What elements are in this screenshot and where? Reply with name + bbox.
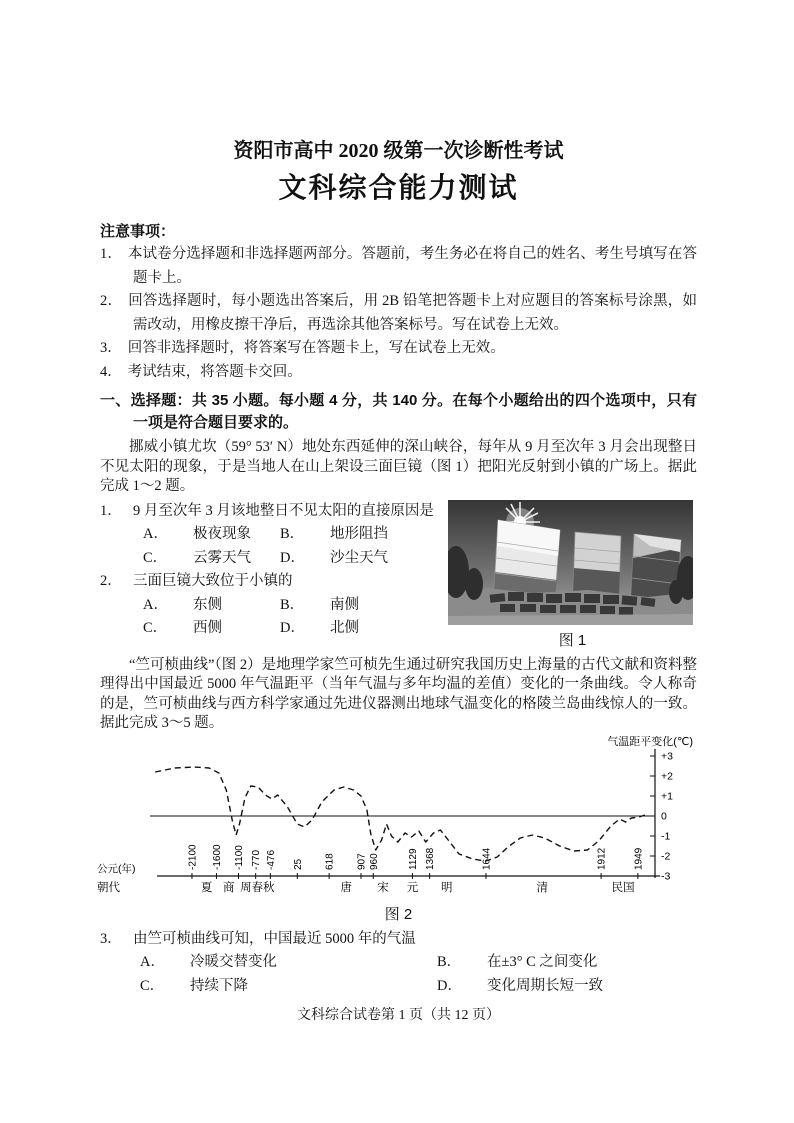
y-tick-label: -3 bbox=[661, 870, 671, 882]
option-label: D． bbox=[280, 549, 305, 566]
option-label: B． bbox=[437, 954, 462, 970]
question-text: 由竺可桢曲线可知，中国最近 5000 年的气温 bbox=[133, 930, 416, 947]
notice-item bbox=[100, 243, 697, 290]
option-item bbox=[280, 594, 442, 618]
y-tick-label: 0 bbox=[661, 810, 667, 822]
mirror-center bbox=[573, 532, 621, 597]
option-text: 持续下降 bbox=[190, 977, 248, 994]
notice-number: 3． bbox=[100, 340, 122, 356]
option-label: A． bbox=[143, 526, 168, 542]
dynasty-label: 元 bbox=[406, 881, 419, 894]
option-item bbox=[143, 617, 280, 641]
option-text: 地形阻挡 bbox=[330, 526, 388, 542]
option-item bbox=[437, 975, 697, 999]
figure-1-photo bbox=[448, 500, 693, 625]
dynasty-label: 商 bbox=[222, 881, 235, 894]
dynasty-label: 春秋 bbox=[251, 881, 275, 894]
notice-text: 本试卷分选择题和非选择题两部分。答题前，考生务必在将自己的姓名、考生号填写在答题卡上。 bbox=[127, 246, 697, 286]
dynasty-label: 民国 bbox=[611, 881, 635, 894]
question-stem bbox=[100, 928, 697, 952]
option-text: 南侧 bbox=[330, 596, 359, 613]
temperature-anomaly-curve bbox=[155, 767, 647, 861]
dynasty-row-label: 朝代 bbox=[97, 881, 120, 894]
option-text: 云雾天气 bbox=[193, 549, 251, 566]
year-tick-label: 907 bbox=[356, 852, 368, 870]
passage-2: “竺可桢曲线”（图 2）是地理学家竺可桢先生通过研究我国历史上海量的古代文献和资料整理得出中国最近 5000 年气温距平（当年气温与多年均温的差值）变化的一条曲线。令人称奇的是，竺可桢曲线与西方科学家通过先进仪器测出地球气温变化的格陵兰岛曲线惊人的一致。据此完成 3～5 题。 bbox=[100, 656, 697, 731]
dynasty-label: 夏 bbox=[200, 881, 213, 894]
notice-number: 1． bbox=[100, 246, 122, 262]
question-1-options bbox=[100, 523, 442, 570]
y-tick-label: +1 bbox=[661, 790, 673, 802]
year-tick-label: 618 bbox=[324, 852, 336, 870]
option-text: 东侧 bbox=[193, 596, 222, 613]
y-tick-label: -2 bbox=[661, 850, 671, 862]
notice-item bbox=[100, 290, 697, 337]
x-axis-label: 公元(年) bbox=[97, 862, 136, 875]
option-text: 变化周期长短一致 bbox=[487, 977, 603, 994]
y-axis-label: 气温距平变化(℃) bbox=[607, 735, 693, 748]
option-item bbox=[140, 951, 437, 975]
year-tick-label: -2100 bbox=[187, 843, 199, 870]
dynasty-label: 明 bbox=[441, 881, 453, 894]
option-text: 北侧 bbox=[330, 620, 359, 636]
notice-number: 2． bbox=[100, 293, 123, 309]
question-number: 1． bbox=[100, 502, 122, 519]
option-text: 西侧 bbox=[193, 620, 222, 636]
option-item bbox=[280, 523, 442, 547]
option-label: D． bbox=[437, 977, 462, 994]
year-tick-label: -1100 bbox=[234, 844, 245, 870]
passage-1: 挪威小镇尤坎（59° 53′ N）地处东西延伸的深山峡谷，每年从 9 月至次年 3 月会出现整日不见太阳的现象，于是当地人在山上架设三面巨镜（图 1）把阳光反射到小镇的广场上。据此完成 1～2 题。 bbox=[100, 439, 697, 494]
year-tick-label: 1949 bbox=[633, 847, 645, 870]
figure-2-chart bbox=[95, 736, 697, 909]
year-tick-label: 1129 bbox=[407, 847, 419, 870]
question-text: 三面巨镜大致位于小镇的 bbox=[133, 573, 293, 589]
year-tick-label: -770 bbox=[251, 849, 263, 870]
question-stem bbox=[100, 500, 442, 524]
page-footer: 文科综合试卷第 1 页（共 12 页） bbox=[297, 1008, 500, 1023]
y-tick-label: +2 bbox=[661, 770, 673, 782]
notice-text: 回答非选择题时，将答案写在答题卡上，写在试卷上无效。 bbox=[127, 340, 505, 356]
question-3-options bbox=[100, 951, 697, 998]
year-tick-label: 25 bbox=[292, 858, 304, 870]
year-tick-label: 1912 bbox=[596, 847, 608, 870]
option-text: 冷暖交替变化 bbox=[190, 954, 277, 970]
option-text: 沙尘天气 bbox=[330, 549, 388, 566]
option-item bbox=[143, 547, 280, 571]
option-item bbox=[140, 975, 437, 999]
notice-number: 4． bbox=[100, 363, 122, 380]
year-tick-label: -1600 bbox=[211, 843, 223, 870]
option-label: A． bbox=[143, 596, 168, 613]
mirror-left bbox=[494, 520, 560, 598]
page-title: 资阳市高中 2020 级第一次诊断性考试 bbox=[233, 140, 564, 162]
dynasty-label: 唐 bbox=[340, 881, 353, 894]
question-text: 9 月至次年 3 月该地整日不见太阳的直接原因是 bbox=[133, 502, 434, 519]
questions-1-2-row bbox=[100, 500, 697, 651]
option-label: D． bbox=[280, 620, 305, 636]
notice-text: 回答选择题时，每小题选出答案后，用 2B 铅笔把答题卡上对应题目的答案标号涂黑，如需改动，用橡皮擦干净后，再选涂其他答案标号。写在试卷上无效。 bbox=[128, 293, 698, 333]
section-1-heading: 一、选择题：共 35 小题。每小题 4 分，共 140 分。在每个小题给出的四个选项中，只有一项是符合题目要求的。 bbox=[100, 392, 697, 431]
notice-heading: 注意事项： bbox=[100, 223, 176, 240]
option-label: B． bbox=[280, 596, 305, 613]
question-number: 2． bbox=[100, 573, 122, 589]
y-tick-label: -1 bbox=[661, 830, 671, 842]
option-label: A． bbox=[140, 954, 165, 970]
option-item bbox=[280, 617, 442, 641]
page-subtitle: 文科综合能力测试 bbox=[278, 172, 519, 203]
y-tick-label: +3 bbox=[661, 750, 673, 762]
question-2 bbox=[100, 570, 442, 641]
option-text: 在±3° C 之间变化 bbox=[487, 954, 598, 970]
question-stem bbox=[100, 570, 442, 594]
option-item bbox=[280, 547, 442, 571]
option-item bbox=[143, 594, 280, 618]
year-tick-label: 1644 bbox=[481, 847, 493, 870]
option-label: C． bbox=[143, 620, 168, 636]
notice-item bbox=[100, 337, 697, 361]
option-item bbox=[143, 523, 280, 547]
year-tick-label: -476 bbox=[265, 849, 277, 870]
question-2-options bbox=[100, 594, 442, 641]
notice-item bbox=[100, 361, 697, 385]
figure-1-column bbox=[442, 500, 697, 651]
option-label: C． bbox=[143, 549, 168, 566]
year-tick-label: 1368 bbox=[425, 847, 437, 870]
option-label: B． bbox=[280, 526, 305, 542]
option-label: C． bbox=[140, 977, 165, 994]
dynasty-label: 清 bbox=[536, 881, 549, 894]
figure-2-caption: 图 2 bbox=[384, 905, 413, 923]
option-text: 极夜现象 bbox=[193, 526, 251, 542]
questions-1-2-column bbox=[100, 500, 442, 651]
page-content bbox=[97, 138, 698, 1026]
question-1 bbox=[100, 500, 442, 571]
option-item bbox=[437, 951, 697, 975]
dynasty-label: 周 bbox=[240, 881, 252, 894]
question-3 bbox=[100, 928, 697, 999]
dynasty-label: 宋 bbox=[377, 881, 389, 894]
question-number: 3． bbox=[100, 930, 122, 947]
year-tick-label: 960 bbox=[368, 852, 380, 870]
notice-text: 考试结束，将答题卡交回。 bbox=[127, 363, 302, 380]
figure-1-caption: 图 1 bbox=[558, 631, 587, 649]
